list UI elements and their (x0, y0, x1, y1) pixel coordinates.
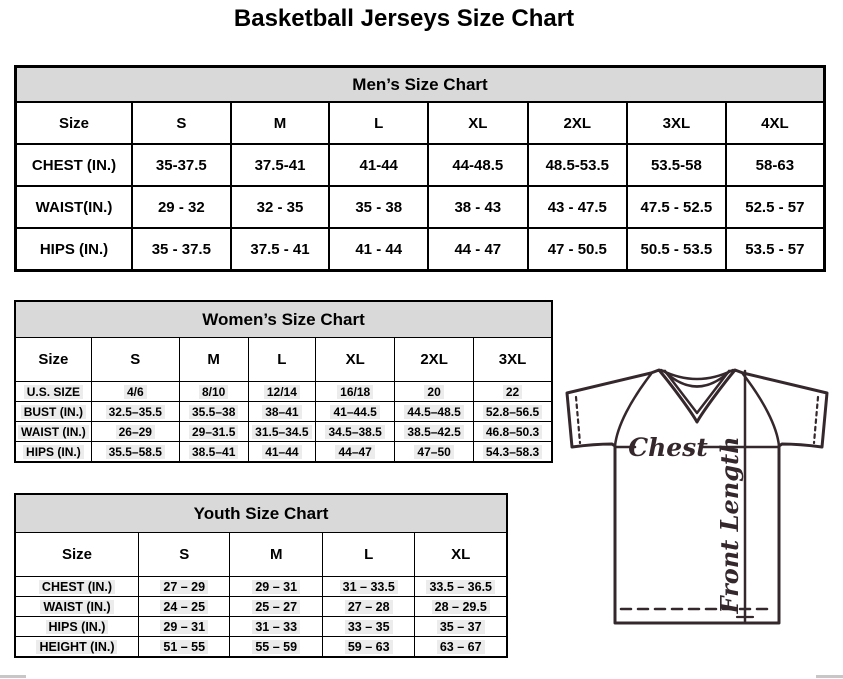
table-cell-text: 44.5–48.5 (404, 405, 463, 419)
column-header-text: L (374, 114, 384, 132)
table-cell-text: 50.5 - 53.5 (640, 240, 713, 258)
header-row (16, 102, 825, 144)
table-cell-text: 22 (503, 385, 522, 399)
table-cell-text: 51 – 55 (160, 640, 208, 654)
table-cell-text: 38.5–42.5 (404, 425, 463, 439)
column-header-text: XL (451, 546, 471, 563)
table-cell (322, 577, 414, 597)
table-cell (132, 228, 231, 271)
cropped-fragment-right (816, 675, 843, 678)
table-cell (395, 402, 474, 422)
column-header-text: 3XL (498, 351, 527, 368)
column-header (322, 533, 414, 577)
row-label-text: WAIST(IN.) (35, 198, 113, 216)
row-label (15, 577, 138, 597)
table-cell-text: 52.5 - 57 (745, 198, 805, 216)
table-cell (627, 228, 726, 271)
table-cell (316, 382, 395, 402)
right-armhole-seam (743, 374, 779, 446)
table-cell-text: 41-44 (359, 156, 398, 174)
table-row (15, 597, 507, 617)
table-cell-text: 47–50 (414, 445, 453, 459)
table-row (15, 617, 507, 637)
table-row (15, 402, 552, 422)
row-label (15, 637, 138, 658)
table-cell (132, 144, 231, 186)
table-cell-text: 28 – 29.5 (432, 600, 490, 614)
column-header-text: S (179, 546, 190, 563)
table-cell (230, 637, 322, 658)
table-cell-text: 47 - 50.5 (547, 240, 607, 258)
row-label-text: WAIST (IN.) (40, 600, 113, 614)
table-cell (726, 228, 825, 271)
column-header (329, 102, 428, 144)
table-cell-text: 59 – 63 (345, 640, 393, 654)
column-header (726, 102, 825, 144)
table-cell (138, 617, 230, 637)
table-cell-text: 32.5–35.5 (106, 405, 165, 419)
row-label-text: HEIGHT (IN.) (36, 640, 117, 654)
table-cell-text: 26–29 (116, 425, 155, 439)
table-cell-text: 31 – 33 (252, 620, 300, 634)
table-row (16, 144, 825, 186)
table-cell-text: 27 – 29 (160, 580, 208, 594)
row-label (16, 228, 132, 271)
table-cell-text: 44-48.5 (452, 156, 504, 174)
table-cell (248, 422, 316, 442)
row-label-text: U.S. SIZE (24, 385, 83, 399)
table-cell (395, 442, 474, 463)
table-cell (528, 228, 628, 271)
row-label-text: WAIST (IN.) (18, 425, 89, 439)
row-label (16, 144, 132, 186)
table-cell (91, 442, 179, 463)
right-sleeve-cuff-dashed-line (814, 397, 818, 443)
table-cell (395, 422, 474, 442)
table-cell-text: 63 – 67 (437, 640, 485, 654)
table-cell (91, 422, 179, 442)
table-cell (91, 382, 179, 402)
column-header (231, 102, 330, 144)
table-cell (428, 186, 528, 228)
table-cell (132, 186, 231, 228)
row-label (15, 382, 91, 402)
column-header (138, 533, 230, 577)
table-cell-text: 43 - 47.5 (547, 198, 607, 216)
table-cell (415, 637, 507, 658)
table-cell (231, 144, 330, 186)
row-label-text: BUST (IN.) (21, 405, 86, 419)
table-cell-text: 44 - 47 (454, 240, 502, 258)
table-cell (248, 402, 316, 422)
column-header-text: M (207, 351, 220, 368)
table-cell-text: 33 – 35 (345, 620, 393, 634)
table-cell (726, 144, 825, 186)
table-cell-text: 24 – 25 (160, 600, 208, 614)
header-row (15, 338, 552, 382)
row-label-text: CHEST (IN.) (39, 580, 115, 594)
chart-title: Men’s Size Chart (16, 67, 825, 103)
front-length-label: Front Length (715, 436, 744, 614)
table-cell-text: 12/14 (264, 385, 300, 399)
table-cell-text: 53.5 - 57 (745, 240, 805, 258)
column-header (132, 102, 231, 144)
column-header-text: XL (345, 351, 365, 368)
table-cell-text: 34.5–38.5 (325, 425, 384, 439)
table-cell (474, 422, 552, 442)
table-cell (248, 382, 316, 402)
table-cell (138, 597, 230, 617)
table-cell (415, 597, 507, 617)
table-row (15, 442, 552, 463)
table-cell (179, 422, 248, 442)
column-header-text: 4XL (761, 114, 789, 132)
column-header-text: M (273, 114, 287, 132)
row-label-text: HIPS (IN.) (46, 620, 109, 634)
column-header-text: M (269, 546, 283, 563)
chest-label: Chest (628, 433, 708, 462)
column-header (15, 533, 138, 577)
table-cell-text: 35 - 37.5 (151, 240, 211, 258)
column-header-text: Size (58, 114, 89, 132)
table-cell (231, 186, 330, 228)
table-cell-text: 38–41 (262, 405, 301, 419)
table-cell-text: 29 – 31 (160, 620, 208, 634)
table-cell-text: 44–47 (335, 445, 374, 459)
youth-size-chart-table (14, 493, 508, 658)
header-row (15, 533, 507, 577)
page-title: Basketball Jerseys Size Chart (233, 5, 575, 32)
table-cell (179, 442, 248, 463)
column-header-text: Size (38, 351, 69, 368)
table-cell-text: 38 - 43 (454, 198, 502, 216)
table-row (15, 577, 507, 597)
table-cell (231, 228, 330, 271)
table-row (16, 186, 825, 228)
table-cell (179, 402, 248, 422)
column-header-text: L (277, 351, 287, 368)
table-row (15, 422, 552, 442)
row-label-text: HIPS (IN.) (23, 445, 84, 459)
table-cell (322, 637, 414, 658)
table-cell (230, 597, 322, 617)
table-cell (322, 617, 414, 637)
chart-title: Women’s Size Chart (15, 301, 552, 338)
table-cell (322, 597, 414, 617)
table-cell (316, 442, 395, 463)
table-cell-text: 31.5–34.5 (252, 425, 311, 439)
column-header (91, 338, 179, 382)
table-cell (91, 402, 179, 422)
row-label (15, 442, 91, 463)
column-header-text: S (130, 351, 141, 368)
table-cell (428, 144, 528, 186)
table-cell-text: 31 – 33.5 (340, 580, 398, 594)
table-cell (528, 144, 628, 186)
column-header (528, 102, 628, 144)
table-cell-text: 46.8–50.3 (483, 425, 542, 439)
table-cell-text: 27 – 28 (345, 600, 393, 614)
table-cell-text: 55 – 59 (252, 640, 300, 654)
table-cell-text: 35.5–58.5 (106, 445, 165, 459)
table-cell-text: 20 (424, 385, 443, 399)
table-cell (316, 422, 395, 442)
table-cell-text: 29–31.5 (189, 425, 238, 439)
column-header (230, 533, 322, 577)
table-cell (248, 442, 316, 463)
table-cell (230, 577, 322, 597)
table-row (15, 637, 507, 658)
row-label (15, 422, 91, 442)
table-cell (415, 617, 507, 637)
table-cell (316, 402, 395, 422)
mens-size-chart-table (14, 65, 826, 272)
table-cell-text: 48.5-53.5 (545, 156, 609, 174)
row-label (15, 617, 138, 637)
table-cell (428, 228, 528, 271)
table-cell (138, 577, 230, 597)
table-cell-text: 16/18 (337, 385, 373, 399)
table-cell-text: 35-37.5 (155, 156, 207, 174)
table-cell-text: 8/10 (199, 385, 228, 399)
column-header (395, 338, 474, 382)
table-cell-text: 29 – 31 (252, 580, 300, 594)
table-cell-text: 37.5 - 41 (250, 240, 310, 258)
row-label (15, 402, 91, 422)
table-row (15, 382, 552, 402)
table-cell-text: 4/6 (124, 385, 147, 399)
jersey-outline-icon (567, 370, 827, 623)
column-header-text: S (176, 114, 187, 132)
table-cell (415, 577, 507, 597)
column-header (474, 338, 552, 382)
table-row (16, 228, 825, 271)
column-header-text: XL (468, 114, 488, 132)
table-cell (528, 186, 628, 228)
row-label (16, 186, 132, 228)
table-cell (726, 186, 825, 228)
womens-size-chart-table (14, 300, 553, 463)
table-cell-text: 41 - 44 (355, 240, 403, 258)
table-cell-text: 41–44 (262, 445, 301, 459)
cropped-fragment-left (0, 675, 26, 678)
table-cell-text: 38.5–41 (189, 445, 238, 459)
column-header-text: 2XL (420, 351, 448, 368)
table-cell (329, 186, 428, 228)
column-header (248, 338, 316, 382)
column-header (428, 102, 528, 144)
jersey-measurement-diagram (555, 360, 839, 662)
column-header-text: Size (61, 546, 92, 563)
row-label-text: HIPS (IN.) (39, 240, 109, 258)
table-cell-text: 29 - 32 (157, 198, 205, 216)
column-header (627, 102, 726, 144)
column-header (415, 533, 507, 577)
table-cell-text: 35 - 38 (355, 198, 403, 216)
table-cell (474, 382, 552, 402)
column-header (316, 338, 395, 382)
table-cell-text: 53.5-58 (650, 156, 702, 174)
column-header (179, 338, 248, 382)
table-cell (474, 442, 552, 463)
table-cell-text: 47.5 - 52.5 (640, 198, 713, 216)
table-cell (179, 382, 248, 402)
chart-title: Youth Size Chart (15, 494, 507, 533)
table-cell (627, 186, 726, 228)
table-cell (138, 637, 230, 658)
column-header-text: L (364, 546, 374, 563)
table-cell-text: 41–44.5 (330, 405, 379, 419)
table-cell (395, 382, 474, 402)
table-cell-text: 58-63 (755, 156, 795, 174)
table-cell-text: 35.5–38 (189, 405, 238, 419)
row-label-text: CHEST (IN.) (31, 156, 117, 174)
table-cell (230, 617, 322, 637)
table-cell-text: 35 – 37 (437, 620, 485, 634)
left-sleeve-cuff-dashed-line (576, 397, 580, 443)
table-cell-text: 37.5-41 (254, 156, 306, 174)
table-cell (329, 144, 428, 186)
table-cell-text: 33.5 – 36.5 (426, 580, 495, 594)
table-cell (329, 228, 428, 271)
column-header-text: 3XL (662, 114, 691, 132)
table-cell (627, 144, 726, 186)
column-header-text: 2XL (563, 114, 592, 132)
column-header (16, 102, 132, 144)
table-cell-text: 32 - 35 (256, 198, 304, 216)
column-header (15, 338, 91, 382)
table-cell-text: 25 – 27 (252, 600, 300, 614)
table-cell-text: 52.8–56.5 (483, 405, 542, 419)
table-cell-text: 54.3–58.3 (483, 445, 542, 459)
row-label (15, 597, 138, 617)
table-cell (474, 402, 552, 422)
